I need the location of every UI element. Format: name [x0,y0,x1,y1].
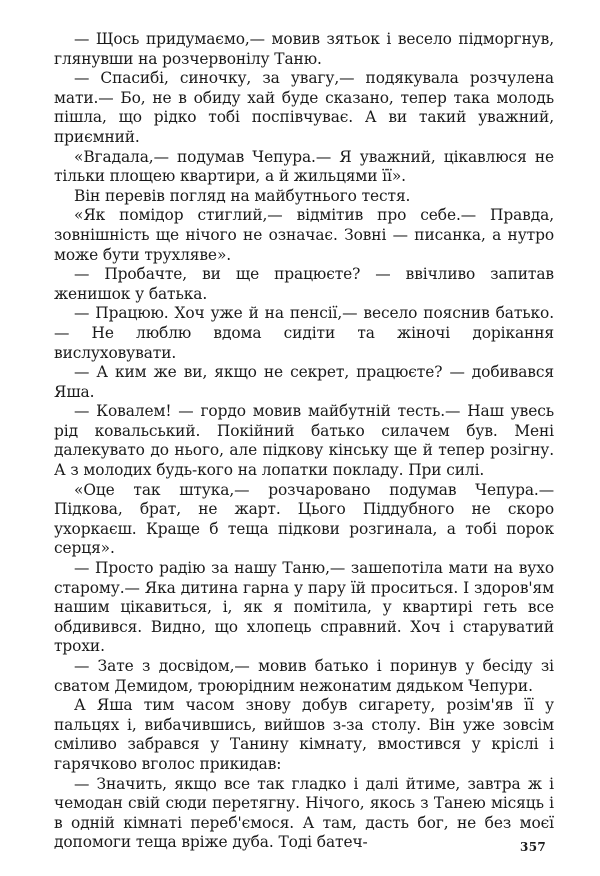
paragraph: «Оце так штука,— розчаровано подумав Чепура.— Підкова, брат, не жарт. Цього Піддубного не скоро ухоркаєш. Краще б теща підкови розгинала, а тобі порок серця». [54,480,554,558]
paragraph: — Зате з досвідом,— мовив батько і поринув у бесіду зі сватом Демидом, троюрідним нежонатим дядьком Чепури. [54,657,554,695]
paragraph: А Яша тим часом знову добув сигарету, розім'яв її у пальцях і, вибачившись, вийшов з-за столу. Він уже зовсім сміливо забрався у Танину кімнату, вмостився у кріслі і гарячково вголос прикидав: [54,696,554,773]
paragraph: — Значить, якщо все так гладко і далі йтиме, завтра ж і чемодан свій сюди перетягну. Нічого, якось з Танею місяць і в одній кімнаті переб'ємося. А там, дасть бог, не без моєї допомоги теща вріже дуба. Тоді батеч- [54,774,554,852]
paragraph: — А ким же ви, якщо не секрет, працюєте? — добивався Яша. [54,363,554,401]
paragraph: Він перевів погляд на майбутнього тестя. [74,186,411,205]
paragraph: — Пробачте, ви ще працюєте? — ввічливо запитав женишок у батька. [54,265,554,303]
body-text [54,30,554,853]
paragraph: — Щось придумаємо,— мовив зятьок і весело підморгнув, глянувши на розчервонілу Таню. [54,30,554,68]
page-number: 357 [520,840,546,854]
paragraph: — Працюю. Хоч уже й на пенсії,— весело пояснив батько.— Не люблю вдома сидіти та жіночі дорікання вислуховувати. [54,304,554,362]
paragraph: «Вгадала,— подумав Чепура.— Я уважний, цікавлюся не тільки площею квартири, а й жильцями її». [54,147,554,186]
paragraph: — Спасибі, синочку, за увагу,— подякувала розчулена мати.— Бо, не в обиду хай буде сказано, тепер така молодь пішла, що рідко тобі поспівчуває. А ви такий уважний, приємний. [54,69,554,146]
paragraph: «Як помідор стиглий,— відмітив про себе.— Правда, зовнішність ще нічого не означає. Зовні — писанка, а нутро може бути трухляве». [54,206,554,264]
paragraph: — Ковалем! — гордо мовив майбутній тесть.— Наш увесь рід ковальський. Покійний батько силачем був. Мені далекувато до нього, але підкову кінську ще й тепер розігну. А з молодих будь-кого на лопатки покладу. При силі. [54,402,554,480]
paragraph: — Просто радію за нашу Таню,— зашепотіла мати на вухо старому.— Яка дитина гарна у пару їй проситься. І здоров'ям нашим цікавиться, і, як я помітила, у квартирі геть все обдивився. Видно, що хлопець справний. Хоч і старуватий трохи. [54,559,554,656]
